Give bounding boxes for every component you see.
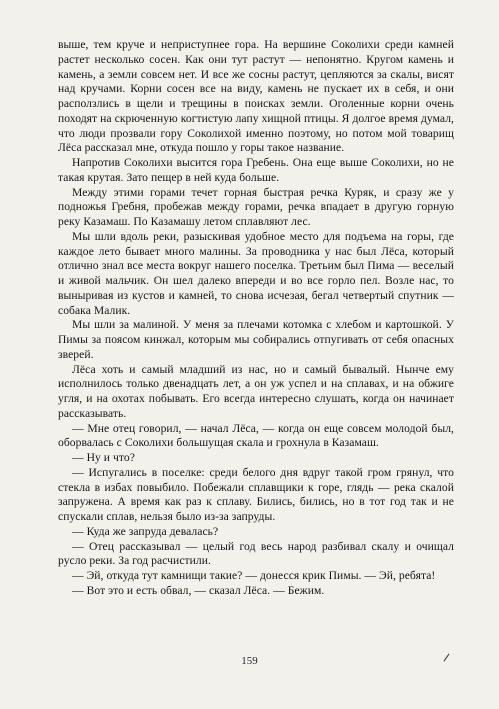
paragraph-5: Мы шли за малиной. У меня за плечами котомка с хлебом и картошкой. У Пимы за поясом кинжал, которым мы собирались отпугивать от себя опасных зверей. [58, 318, 454, 361]
page-text [58, 38, 454, 599]
paragraph-6: Лёса хоть и самый младший из нас, но и самый бывалый. Нынче ему исполнилось только двенадцать лет, а он уж успел и на сплавах, и на обжиге угля, и на охотах побывать. Его всегда интересно слушать, когда он начинает рассказывать. [58, 362, 454, 420]
paragraph-3: Между этими горами течет горная быстрая речка Куряк, и сразу же у подножья Гребня, пробежав между горами, речка впадает в другую горную реку Казамаш. По Казамашу летом сплавляют лес. [58, 185, 454, 228]
paragraph-2: Напротив Соколихи высится гора Гребень. Она еще выше Соколихи, но не такая крутая. Зато пещер в ней куда больше. [58, 156, 454, 184]
dialog-line-1: — Мне отец говорил, — начал Лёса, — когда он еще совсем молодой был, оборвалась с Соколихи большущая скала и грохнула в Казамаш. [58, 421, 454, 450]
paragraph-1: выше, тем круче и неприступнее гора. На вершине Соколихи среди камней растет несколько сосен. Как они тут растут — непонятно. Кругом камень и камень, а земли совсем нет. И все же сосны растут, цепляются за скалы, висят над кручами. Корни сосен все на виду, камень не пускает их в себя, и они расползлись в щели и трещины в поисках земли. Оголенные корни очень походят на скрюченную когтистую лапу хищной птицы. Я долгое время думал, что люди прозвали гору Соколихой именно поэтому, но потом мой товарищ Лёса рассказал мне, откуда пошло у горы такое название. [58, 38, 454, 155]
dialog-line-5: — Отец рассказывал — целый год весь народ разбивал скалу и очищал русло реки. За год расчистили. [58, 539, 454, 568]
dialog-line-6: — Эй, откуда тут камнищи такие? — донесся крик Пимы. — Эй, ребята! [72, 569, 436, 582]
dialog-line-2: — Ну и что? [72, 451, 135, 464]
dialog-line-7: — Вот это и есть обвал, — сказал Лёса. — Бежим. [72, 583, 325, 597]
dialog-line-4: — Куда же запруда девалась? [72, 524, 219, 538]
dialog-line-3: — Испугались в поселке: среди белого дня вдруг такой гром грянул, что стекла в избах повыбило. Побежали сплавщики к горе, глядь — река скалой запружена. А время как раз к сплаву. Бились, бились, но в тот год так и не спускали сплав, нельзя было из-за запруды. [58, 465, 454, 523]
paragraph-4: Мы шли вдоль реки, разыскивая удобное место для подъема на горы, где каждое лето бывает много малины. За проводника у нас был Лёса, который отлично знал все места вокруг нашего поселка. Третьим был Пима — веселый и живой мальчик. Он шел далеко впереди и во все горло пел. Возле нас, то выныривая из кустов и камней, то снова исчезая, бегал четвертый спутник — собака Малик. [58, 229, 454, 317]
page-number: 159 [241, 655, 258, 667]
